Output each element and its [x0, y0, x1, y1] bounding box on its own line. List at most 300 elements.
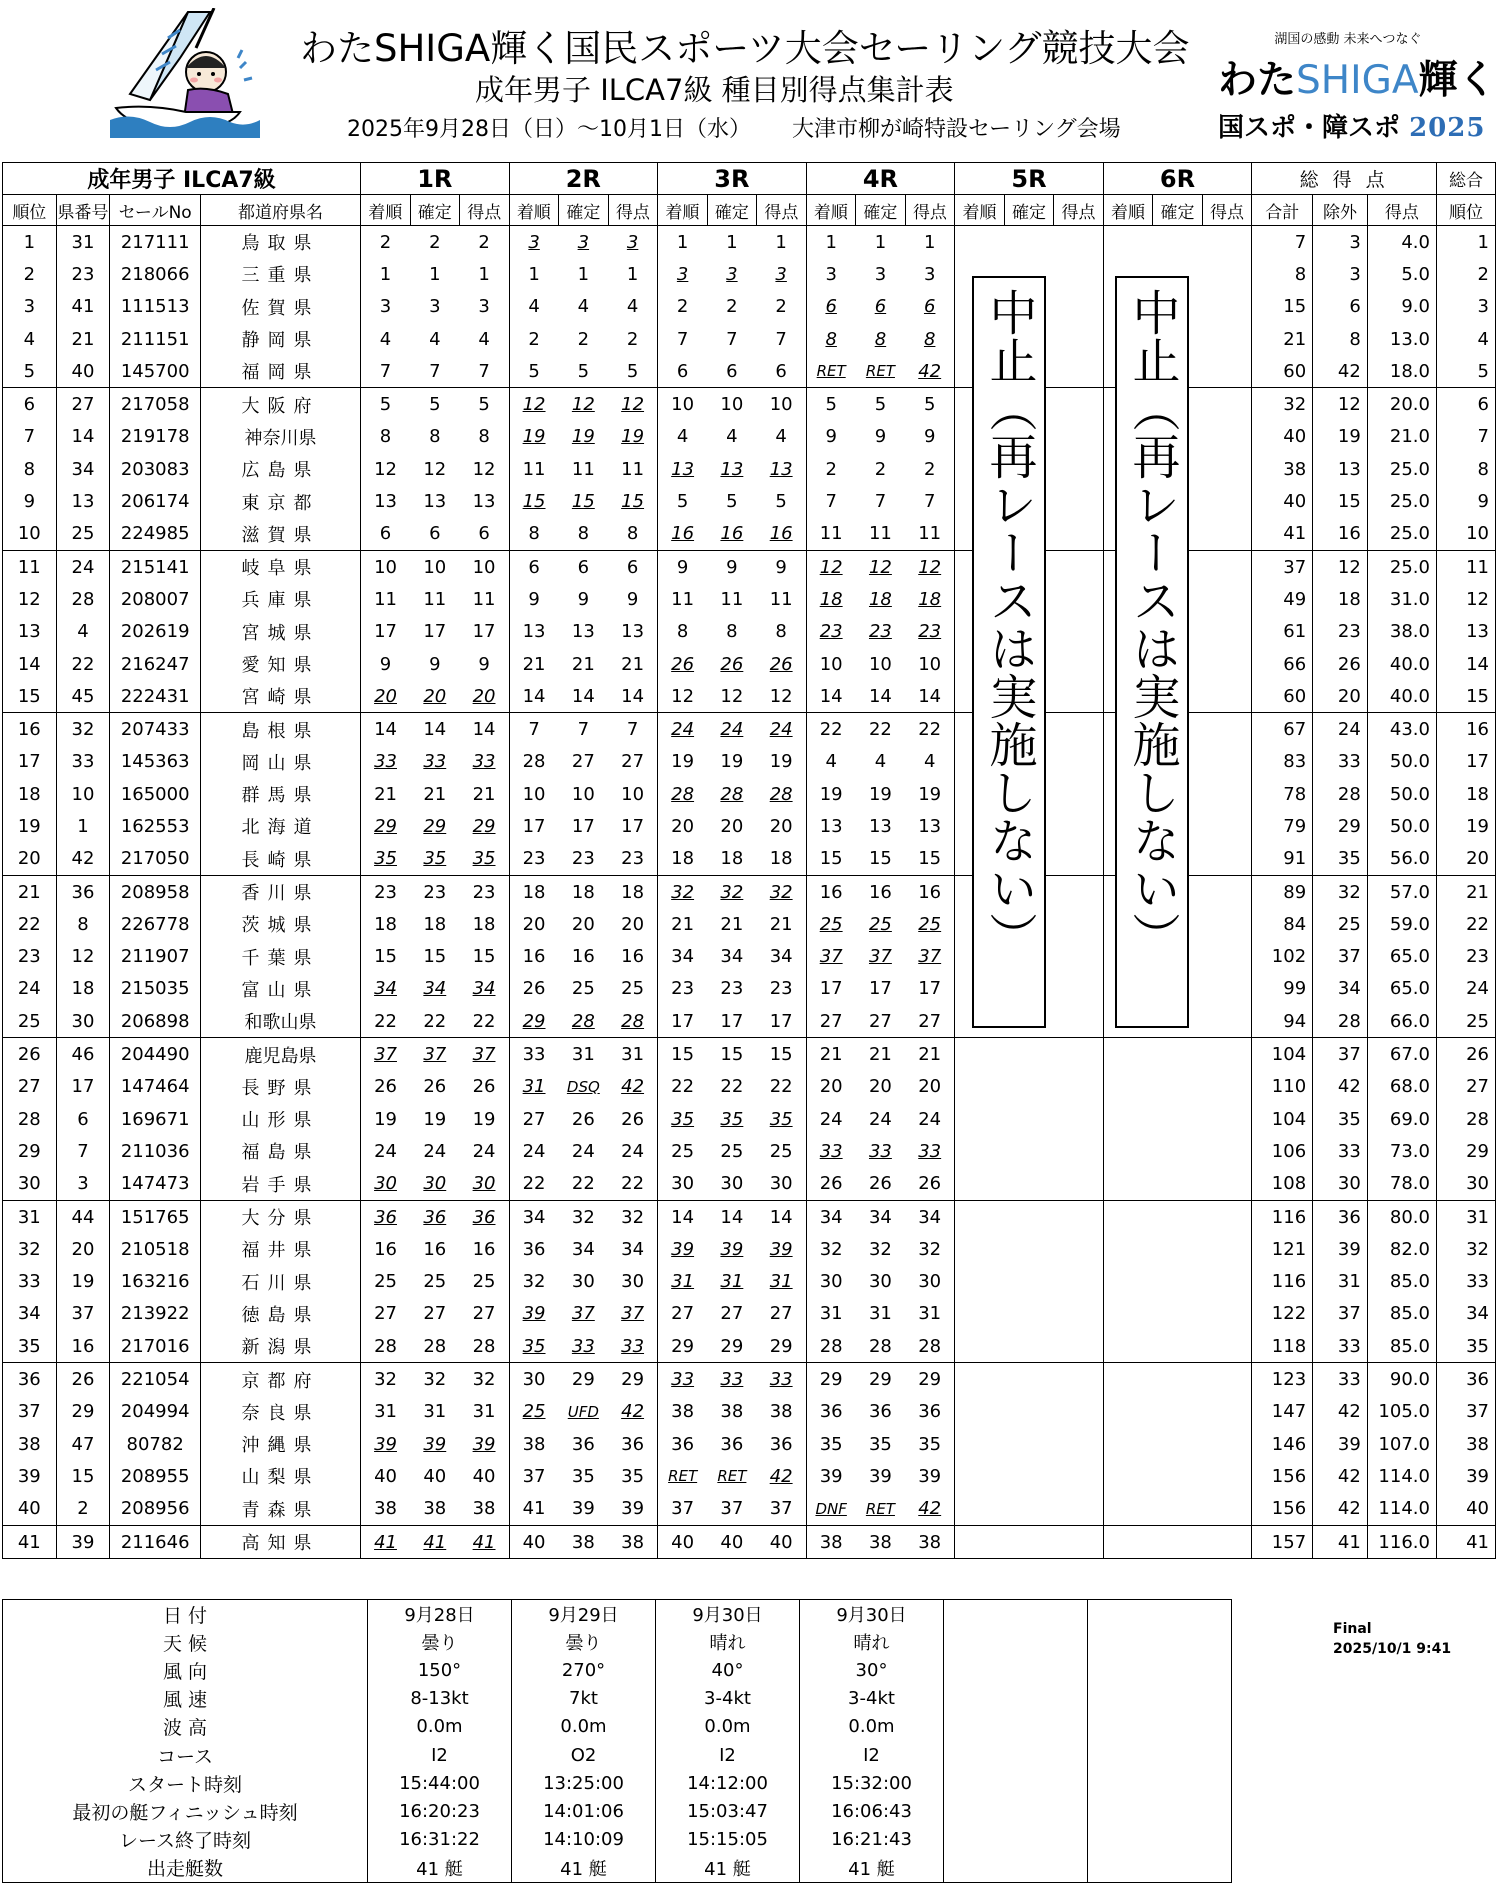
race2-finish-cell: 27	[509, 1103, 559, 1135]
rank-cell: 12	[3, 583, 57, 615]
race1-points-cell: 22	[460, 1005, 510, 1038]
race4-points-cell: 32	[905, 1233, 955, 1265]
race4-confirmed-cell: 1	[856, 226, 906, 259]
rank-cell: 24	[3, 973, 57, 1005]
race2-points-cell: 13	[608, 616, 658, 648]
race2-points-cell: 5	[608, 355, 658, 388]
prefecture-cell: 岐阜県	[201, 550, 361, 583]
total-sum-cell: 32	[1252, 388, 1313, 421]
conditions-race1-cell: 15:44:00	[368, 1769, 512, 1797]
race1-confirmed-cell: 27	[423, 1303, 447, 1325]
table-row	[3, 1525, 1496, 1558]
conditions-race4-cell: 15:32:00	[800, 1769, 944, 1797]
rank-cell: 8	[3, 453, 57, 485]
score-cell: 20.0	[1367, 388, 1436, 421]
race1-points-header: 得点	[460, 195, 510, 226]
prefecture-cell: 山形県	[201, 1103, 361, 1135]
discard-cell: 35	[1313, 1103, 1368, 1135]
overall-rank-cell: 6	[1436, 388, 1495, 421]
race1-points-cell: 27	[460, 1298, 510, 1330]
score-cell: 18.0	[1367, 355, 1436, 388]
discard-cell: 33	[1313, 1330, 1368, 1363]
race1-confirmed-cell: 35	[410, 843, 460, 876]
sail-number-cell: 211907	[110, 941, 201, 973]
total-sum-cell: 41	[1252, 518, 1313, 551]
race4-confirmed-cell: 24	[868, 1108, 892, 1130]
race4-points-cell: 8	[905, 323, 955, 355]
race2-points-cell: 8	[608, 518, 658, 551]
race1-confirmed-cell: 33	[423, 751, 447, 773]
race4-points-cell: 42	[905, 355, 955, 388]
race5-empty-cell	[955, 1396, 1104, 1428]
race2-confirmed-cell: 18	[571, 881, 595, 903]
conditions-race5-cell	[944, 1854, 1088, 1883]
score-cell: 82.0	[1367, 1233, 1436, 1265]
pref-number-cell: 37	[56, 1298, 110, 1330]
race2-confirmed-cell: 22	[559, 1168, 609, 1201]
race1-finish-cell: 28	[361, 1330, 411, 1363]
overall-rank-cell: 29	[1436, 1135, 1495, 1167]
overall-rank-cell: 31	[1436, 1200, 1495, 1233]
sail-number-cell: 213922	[110, 1298, 201, 1330]
race4-finish-cell: 5	[806, 388, 856, 421]
col-pref-no: 県番号	[56, 195, 110, 226]
race-label-4: 4R	[806, 163, 955, 195]
race1-points-cell: 9	[460, 648, 510, 680]
race1-finish-cell: 33	[361, 746, 411, 778]
race3-confirmed-cell: 16	[707, 518, 757, 551]
sail-number-cell: 217016	[110, 1330, 201, 1363]
race1-finish-cell: 14	[361, 713, 411, 746]
discard-cell: 42	[1313, 1071, 1368, 1103]
race1-points-cell: 21	[460, 778, 510, 810]
pref-number-cell: 40	[56, 355, 110, 388]
race2-finish-cell: 39	[509, 1298, 559, 1330]
race2-confirmed-cell: UFD	[567, 1402, 599, 1421]
total-sum-cell: 8	[1252, 258, 1313, 290]
prefecture-cell: 広島県	[201, 453, 361, 485]
race3-confirmed-cell: 37	[707, 1493, 757, 1526]
conditions-race4-cell: 0.0m	[800, 1713, 944, 1741]
score-cell: 25.0	[1367, 485, 1436, 517]
race6-empty-cell	[1103, 1363, 1252, 1396]
race3-confirmed-cell: 36	[720, 1433, 744, 1455]
score-cell: 40.0	[1367, 680, 1436, 713]
conditions-race3-cell: 9月30日	[656, 1600, 800, 1629]
score-cell: 57.0	[1367, 875, 1436, 908]
race2-finish-cell: 41	[509, 1493, 559, 1526]
logo-tagline: 湖国の感動 未来へつなぐ	[1274, 32, 1422, 47]
race4-finish-cell: 25	[806, 908, 856, 940]
score-cell: 50.0	[1367, 810, 1436, 842]
table-row	[3, 485, 1496, 517]
sail-number-cell: 203083	[110, 453, 201, 485]
race6-empty-cell	[1103, 1071, 1252, 1103]
table-row	[3, 518, 1496, 551]
race4-confirmed-cell: 5	[874, 394, 887, 416]
rank-cell: 39	[3, 1460, 57, 1492]
race2-finish-cell: 20	[509, 908, 559, 940]
pref-number-cell: 4	[56, 616, 110, 648]
conditions-row	[3, 1854, 1232, 1883]
race3-confirmed-cell: 21	[720, 913, 744, 935]
race2-points-cell: 12	[608, 388, 658, 421]
total-sum-cell: 7	[1252, 226, 1313, 259]
race1-points-cell: 23	[460, 875, 510, 908]
pref-number-cell: 16	[56, 1330, 110, 1363]
conditions-race4-cell: 3-4kt	[800, 1685, 944, 1713]
conditions-race5-cell	[944, 1826, 1088, 1854]
overall-rank-cell: 41	[1436, 1525, 1495, 1558]
results-table	[2, 162, 1496, 1559]
race1-finish-cell: 32	[361, 1363, 411, 1396]
race1-finish-cell: 26	[361, 1071, 411, 1103]
table-row	[3, 1071, 1496, 1103]
pref-number-cell: 25	[56, 518, 110, 551]
score-cell: 114.0	[1367, 1493, 1436, 1526]
race3-points-cell: 20	[757, 810, 807, 842]
score-cell: 105.0	[1367, 1396, 1436, 1428]
race2-confirmed-cell: 20	[571, 913, 595, 935]
overall-rank-cell: 9	[1436, 485, 1495, 517]
race3-confirmed-cell: 14	[720, 1206, 744, 1228]
race2-finish-cell: 19	[509, 421, 559, 453]
race3-finish-cell: 26	[658, 648, 708, 680]
race3-confirmed-cell: 29	[707, 1330, 757, 1363]
event-logo	[1218, 28, 1500, 144]
table-row	[3, 388, 1496, 421]
rank-cell: 1	[3, 226, 57, 259]
race6-cancelled-notice	[1115, 276, 1189, 1028]
discard-cell: 42	[1313, 1396, 1368, 1428]
race4-finish-cell: DNF	[806, 1493, 856, 1526]
race1-confirmed-cell: 36	[423, 1206, 447, 1228]
race1-confirmed-cell: 13	[423, 491, 447, 513]
conditions-label: 風 速	[3, 1685, 368, 1713]
race-label-3: 3R	[658, 163, 807, 195]
total-sum-cell: 84	[1252, 908, 1313, 940]
overall-rank-cell: 38	[1436, 1428, 1495, 1460]
race4-confirmed-cell: 31	[868, 1303, 892, 1325]
conditions-race4-cell: 9月30日	[800, 1600, 944, 1629]
race4-confirmed-cell: 34	[868, 1206, 892, 1228]
race1-finish-cell: 15	[361, 941, 411, 973]
race3-finish-cell: 25	[658, 1135, 708, 1167]
discard-cell: 39	[1313, 1233, 1368, 1265]
race4-points-cell: 29	[905, 1363, 955, 1396]
race2-confirmed-cell: 3	[559, 226, 609, 259]
race1-finish-cell: 30	[361, 1168, 411, 1201]
race4-finish-cell: 11	[806, 518, 856, 551]
race2-confirmed-cell: 24	[571, 1140, 595, 1162]
race2-points-cell: 6	[608, 550, 658, 583]
race1-confirmed-cell: 9	[429, 653, 441, 675]
rank-cell: 11	[3, 550, 57, 583]
race6-empty-cell	[1103, 1266, 1252, 1298]
table-row	[3, 226, 1496, 259]
pref-number-cell: 31	[56, 226, 110, 259]
discard-cell: 39	[1313, 1428, 1368, 1460]
race2-finish-cell: 1	[509, 258, 559, 290]
discard-cell: 13	[1313, 453, 1368, 485]
conditions-race6-cell	[1088, 1685, 1232, 1713]
race1-finish-cell: 37	[361, 1038, 411, 1071]
score-header: 得点	[1367, 195, 1436, 226]
table-row	[3, 1298, 1496, 1330]
pref-number-cell: 15	[56, 1460, 110, 1492]
race4-finish-cell: 2	[806, 453, 856, 485]
race4-confirmed-cell: RET	[856, 355, 906, 388]
race3-points-cell: 30	[757, 1168, 807, 1201]
race3-finish-cell: 37	[658, 1493, 708, 1526]
race1-confirmed-cell: 17	[423, 621, 447, 643]
race2-points-cell: 32	[608, 1200, 658, 1233]
overall-rank-cell: 15	[1436, 680, 1495, 713]
sail-number-cell: 163216	[110, 1266, 201, 1298]
race4-confirmed-cell: 16	[868, 881, 892, 903]
race4-finish-cell: 28	[806, 1330, 856, 1363]
race4-confirmed-cell: 4	[874, 751, 887, 773]
race3-confirmed-cell: RET	[717, 1467, 747, 1486]
conditions-race1-cell: 41 艇	[368, 1854, 512, 1883]
race1-confirmed-cell: 41	[410, 1525, 460, 1558]
conditions-race6-cell	[1088, 1628, 1232, 1656]
race4-confirmed-cell: 39	[868, 1465, 892, 1487]
race2-finish-cell: 33	[509, 1038, 559, 1071]
race3-finish-cell: 21	[658, 908, 708, 940]
table-row	[3, 1266, 1496, 1298]
race1-confirmed-cell: 37	[423, 1044, 447, 1066]
race1-confirmed-cell: 6	[410, 518, 460, 551]
race4-confirmed-cell: 21	[868, 1044, 892, 1066]
race4-confirmed-cell: 29	[868, 1369, 892, 1391]
overall-rank-cell: 16	[1436, 713, 1495, 746]
race4-finish-cell: 3	[806, 258, 856, 290]
header-row-columns	[3, 195, 1496, 226]
race3-finish-cell: 39	[658, 1233, 708, 1265]
overall-rank-cell: 36	[1436, 1363, 1495, 1396]
overall-rank-cell: 32	[1436, 1233, 1495, 1265]
overall-rank-cell: 3	[1436, 291, 1495, 323]
race2-confirmed-cell: 8	[559, 518, 609, 551]
conditions-race2-cell: O2	[512, 1741, 656, 1769]
race2-finish-cell: 28	[509, 746, 559, 778]
race3-points-cell: 35	[757, 1103, 807, 1135]
race1-confirmed-cell: 31	[423, 1401, 447, 1423]
table-row	[3, 973, 1496, 1005]
overall-rank-cell: 19	[1436, 810, 1495, 842]
prefecture-cell: 愛知県	[201, 648, 361, 680]
total-sum-cell: 60	[1252, 680, 1313, 713]
rank-cell: 2	[3, 258, 57, 290]
race4-finish-cell: 33	[806, 1135, 856, 1167]
discard-cell: 3	[1313, 258, 1368, 290]
discard-cell: 6	[1313, 291, 1368, 323]
race4-points-cell: 39	[905, 1460, 955, 1492]
discard-cell: 33	[1313, 1363, 1368, 1396]
race3-points-cell: 5	[757, 485, 807, 517]
race4-finish-cell: 32	[806, 1233, 856, 1265]
overall-rank-cell: 21	[1436, 875, 1495, 908]
race2-finish-cell: 17	[509, 810, 559, 842]
prefecture-cell: 奈良県	[201, 1396, 361, 1428]
conditions-race5-cell	[944, 1628, 1088, 1656]
race1-confirmed-cell: 24	[423, 1140, 447, 1162]
overall-rank-cell: 26	[1436, 1038, 1495, 1071]
race3-finish-cell: 34	[658, 941, 708, 973]
race1-confirmed-cell: 26	[423, 1076, 447, 1098]
rank-cell: 32	[3, 1233, 57, 1265]
race1-confirmed-cell: 14	[423, 719, 447, 741]
race4-points-cell: 35	[905, 1428, 955, 1460]
race2-finish-cell: 31	[509, 1071, 559, 1103]
race2-confirmed-cell: 10	[571, 783, 595, 805]
race4-finish-cell: 17	[806, 973, 856, 1005]
race3-points-cell: 1	[757, 226, 807, 259]
race1-points-cell: 29	[460, 810, 510, 842]
conditions-race5-cell	[944, 1797, 1088, 1825]
pref-number-cell: 19	[56, 1266, 110, 1298]
race6-empty-cell	[1103, 1038, 1252, 1071]
race4-confirmed-cell: 10	[868, 653, 892, 675]
race4-points-cell: 3	[905, 258, 955, 290]
score-cell: 66.0	[1367, 1005, 1436, 1038]
race6-empty-cell	[1103, 1396, 1252, 1428]
overall-rank-cell: 40	[1436, 1493, 1495, 1526]
race4-points-cell: 25	[905, 908, 955, 940]
race6-empty-cell	[1103, 226, 1252, 259]
score-cell: 38.0	[1367, 616, 1436, 648]
race2-confirmed-cell: 34	[571, 1238, 595, 1260]
logo-shiga: SHIGA	[1296, 58, 1419, 103]
table-row	[3, 746, 1496, 778]
overall-rank-cell: 4	[1436, 323, 1495, 355]
race4-confirmed-cell: 37	[868, 946, 892, 968]
score-cell: 50.0	[1367, 746, 1436, 778]
race6-empty-cell	[1103, 1135, 1252, 1167]
conditions-row	[3, 1600, 1232, 1629]
prefecture-cell: 群馬県	[201, 778, 361, 810]
logo-wata: わた	[1218, 57, 1297, 103]
conditions-race4-cell: 16:06:43	[800, 1797, 944, 1825]
score-cell: 9.0	[1367, 291, 1436, 323]
race3-finish-cell: 7	[658, 323, 708, 355]
race3-points-cell: 31	[757, 1266, 807, 1298]
sail-number-cell: 202619	[110, 616, 201, 648]
rank-cell: 40	[3, 1493, 57, 1526]
race4-confirmed-cell: 17	[868, 978, 892, 1000]
race3-points-header: 得点	[757, 195, 807, 226]
logo-year: 2025	[1409, 113, 1486, 143]
overall-label: 総合	[1436, 163, 1495, 195]
race1-confirmed-cell: 29	[423, 815, 447, 837]
conditions-race6-cell	[1088, 1741, 1232, 1769]
discard-cell: 3	[1313, 226, 1368, 259]
race1-confirmed-cell: 10	[423, 556, 447, 578]
table-row	[3, 713, 1496, 746]
rank-cell: 30	[3, 1168, 57, 1201]
race6-cancelled-text: 中止（再レースは実施しない）	[1124, 288, 1180, 960]
table-row	[3, 421, 1496, 453]
col-rank: 順位	[3, 195, 57, 226]
conditions-race1-cell: 9月28日	[368, 1600, 512, 1629]
page-header	[0, 0, 1500, 158]
conditions-race2-cell: 14:10:09	[512, 1826, 656, 1854]
race1-points-cell: 41	[460, 1525, 510, 1558]
race3-points-cell: 16	[757, 518, 807, 551]
race2-finish-cell: 15	[509, 485, 559, 517]
prefecture-cell: 東京都	[201, 485, 361, 517]
race1-points-cell: 31	[460, 1396, 510, 1428]
race1-confirmed-cell: 19	[423, 1108, 447, 1130]
rank-cell: 36	[3, 1363, 57, 1396]
race2-points-cell: 9	[608, 583, 658, 615]
race2-points-cell: 22	[608, 1168, 658, 1201]
conditions-race6-cell	[1088, 1826, 1232, 1854]
discard-cell: 42	[1313, 1460, 1368, 1492]
score-cell: 65.0	[1367, 941, 1436, 973]
race2-finish-cell: 12	[509, 388, 559, 421]
race3-confirmed-cell: 35	[720, 1108, 744, 1130]
race1-confirmed-cell: 34	[423, 978, 447, 1000]
race3-points-cell: 10	[757, 388, 807, 421]
total-sum-cell: 83	[1252, 746, 1313, 778]
overall-rank-cell: 30	[1436, 1168, 1495, 1201]
sail-number-cell: 217050	[110, 843, 201, 876]
race4-confirmed-cell: 35	[868, 1433, 892, 1455]
sail-number-cell: 221054	[110, 1363, 201, 1396]
race4-points-cell: 26	[905, 1168, 955, 1201]
discard-header: 除外	[1313, 195, 1368, 226]
overall-rank-cell: 1	[1436, 226, 1495, 259]
race3-points-cell: 21	[757, 908, 807, 940]
race5-empty-cell	[955, 1525, 1104, 1558]
race2-points-cell: 23	[608, 843, 658, 876]
table-row	[3, 1330, 1496, 1363]
race3-confirmed-cell: 13	[720, 458, 744, 480]
race1-finish-cell: 22	[361, 1005, 411, 1038]
race4-confirmed-cell: 25	[868, 913, 892, 935]
prefecture-cell: 福島県	[201, 1135, 361, 1167]
rank-cell: 14	[3, 648, 57, 680]
pref-number-cell: 13	[56, 485, 110, 517]
race4-points-cell: 21	[905, 1038, 955, 1071]
race4-points-cell: 7	[905, 485, 955, 517]
race6-empty-cell	[1103, 1200, 1252, 1233]
race2-confirmed-cell: 16	[571, 946, 595, 968]
race1-points-cell: 32	[460, 1363, 510, 1396]
race4-finish-cell: 37	[806, 941, 856, 973]
rank-cell: 10	[3, 518, 57, 551]
race3-finish-cell: 15	[658, 1038, 708, 1071]
race1-finish-cell: 27	[361, 1298, 411, 1330]
race1-confirmed-cell: 3	[429, 296, 441, 318]
conditions-race4-cell: 41 艇	[800, 1854, 944, 1883]
race2-points-cell: 18	[608, 875, 658, 908]
conditions-race2-cell: 0.0m	[512, 1713, 656, 1741]
discard-cell: 15	[1313, 485, 1368, 517]
race4-points-cell: 42	[905, 1493, 955, 1526]
race3-confirmed-cell: 25	[720, 1140, 744, 1162]
race1-points-cell: 35	[460, 843, 510, 876]
table-row	[3, 1038, 1496, 1071]
race4-confirmed-cell: 20	[868, 1076, 892, 1098]
sail-number-cell: 218066	[110, 258, 201, 290]
race4-finish-cell: 27	[806, 1005, 856, 1038]
overall-rank-cell: 17	[1436, 746, 1495, 778]
conditions-label: レース終了時刻	[3, 1826, 368, 1854]
prefecture-cell: 福井県	[201, 1233, 361, 1265]
